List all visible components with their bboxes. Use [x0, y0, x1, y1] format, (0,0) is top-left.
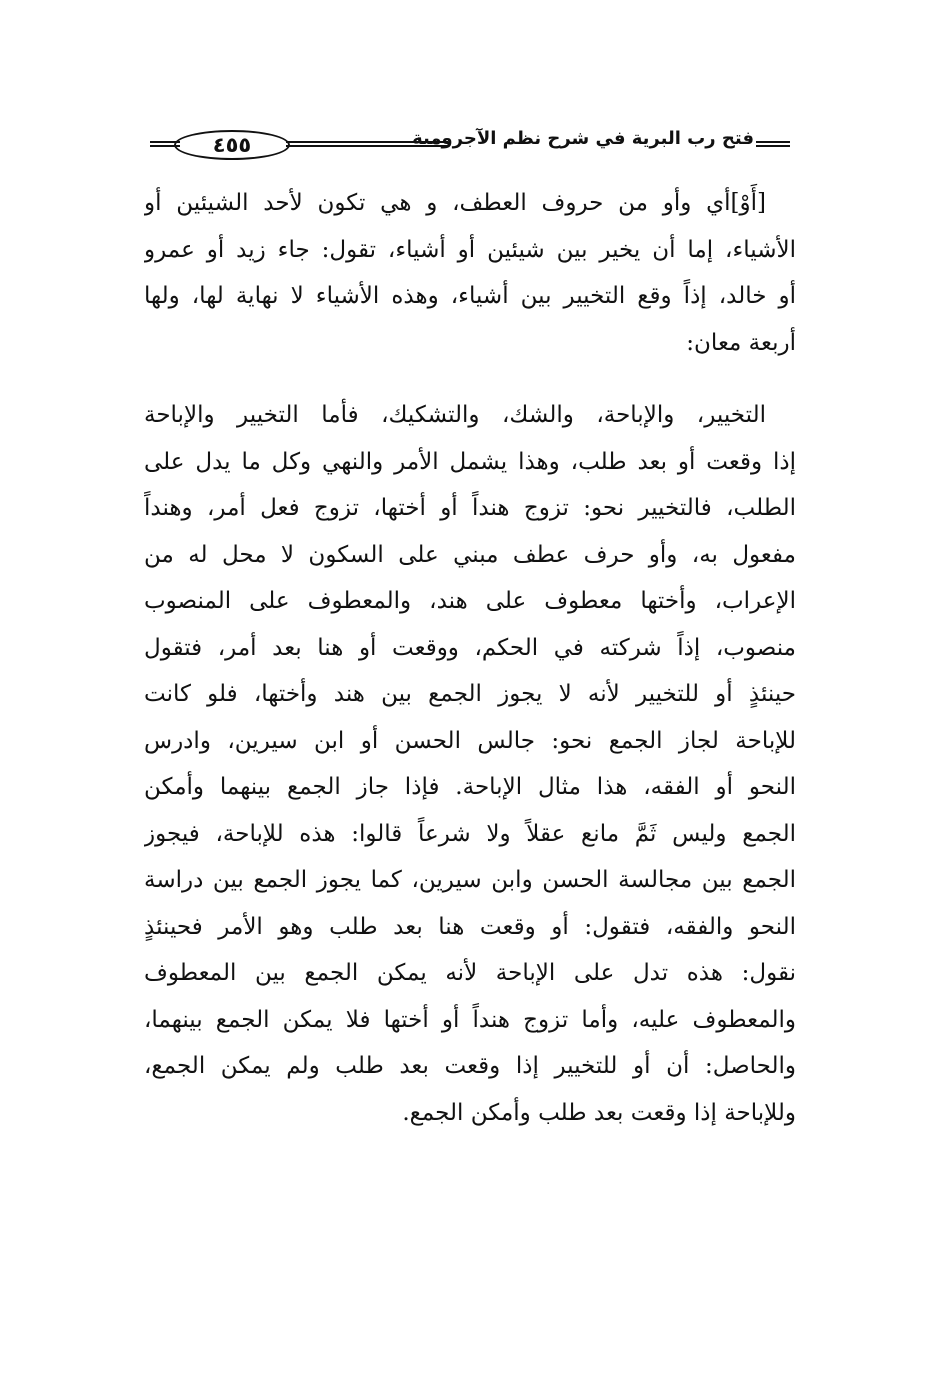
text-line: أو خالد، إذاً وقع التخيير بين أشياء، وهذه الأشياء لا نهاية لها، ولها	[144, 283, 796, 309]
text-line: منصوب، إذاً شركته في الحكم، ووقعت أو هنا بعد أمر، فتقول	[144, 634, 796, 661]
body-text	[144, 180, 796, 1136]
running-title: فتح رب البرية في شرح نظم الآجرومية	[412, 128, 754, 149]
text-line: مفعول به، وأو حرف عطف مبني على السكون لا محل له من	[144, 541, 796, 568]
text-line: الجمع وليس ثَمَّ مانع عقلاً ولا شرعاً قالوا: هذه للإباحة، فيجوز	[144, 820, 796, 847]
text-line: إذا وقعت أو بعد طلب، وهذا يشمل الأمر والنهي وكل ما يدل على	[144, 448, 796, 475]
text-line: النحو والفقه، فتقول: أو وقعت هنا بعد طلب وهو الأمر فحينئذٍ	[144, 913, 796, 940]
text-line: الإعراب، وأختها معطوف على هند، والمعطوف على المنصوب	[144, 588, 796, 614]
text-line: التخيير، والإباحة، والشك، والتشكيك، فأما التخيير والإباحة	[144, 402, 766, 428]
text-line: للإباحة لجاز الجمع نحو: جالس الحسن أو ابن سيرين، وادرس	[144, 727, 796, 754]
text-line: حينئذٍ أو للتخيير لأنه لا يجوز الجمع بين هند وأختها، فلو كانت	[144, 681, 796, 707]
text-line: الجمع بين مجالسة الحسن وابن سيرين، كما يجوز الجمع بين دراسة	[144, 867, 796, 893]
text-line: النحو أو الفقه، هذا مثال الإباحة. فإذا جاز الجمع بينهما وأمكن	[144, 774, 796, 800]
text-line: والمعطوف عليه، وأما تزوج هنداً أو أختها فلا يمكن الجمع بينهما،	[144, 1006, 796, 1033]
text-line: نقول: هذه تدل على الإباحة لأنه يمكن الجمع بين المعطوف	[144, 960, 796, 986]
text-line: والحاصل: أن أو للتخيير إذا وقعت بعد طلب ولم يمكن الجمع،	[144, 1053, 796, 1079]
text-line: أربعة معان:	[686, 329, 796, 356]
text-line: الأشياء، إما أن يخير بين شيئين أو أشياء، تقول: جاء زيد أو عمرو	[144, 236, 796, 263]
text-line: وللإباحة إذا وقعت بعد طلب وأمكن الجمع.	[402, 1099, 796, 1126]
page-number: ٤٥٥	[174, 130, 290, 160]
header-rule-right	[756, 141, 790, 147]
paragraph-2	[144, 392, 796, 1136]
text-line: الطلب، فالتخيير نحو: تزوج هنداً أو أختها، تزوج فعل أمر، وهنداً	[144, 495, 796, 521]
text-line: [أَوْ]أي وأو من حروف العطف، و هي تكون لأحد الشيئين أو	[144, 190, 766, 216]
paragraph-gap	[144, 366, 796, 392]
page-header	[150, 126, 790, 166]
paragraph-1	[144, 180, 796, 366]
